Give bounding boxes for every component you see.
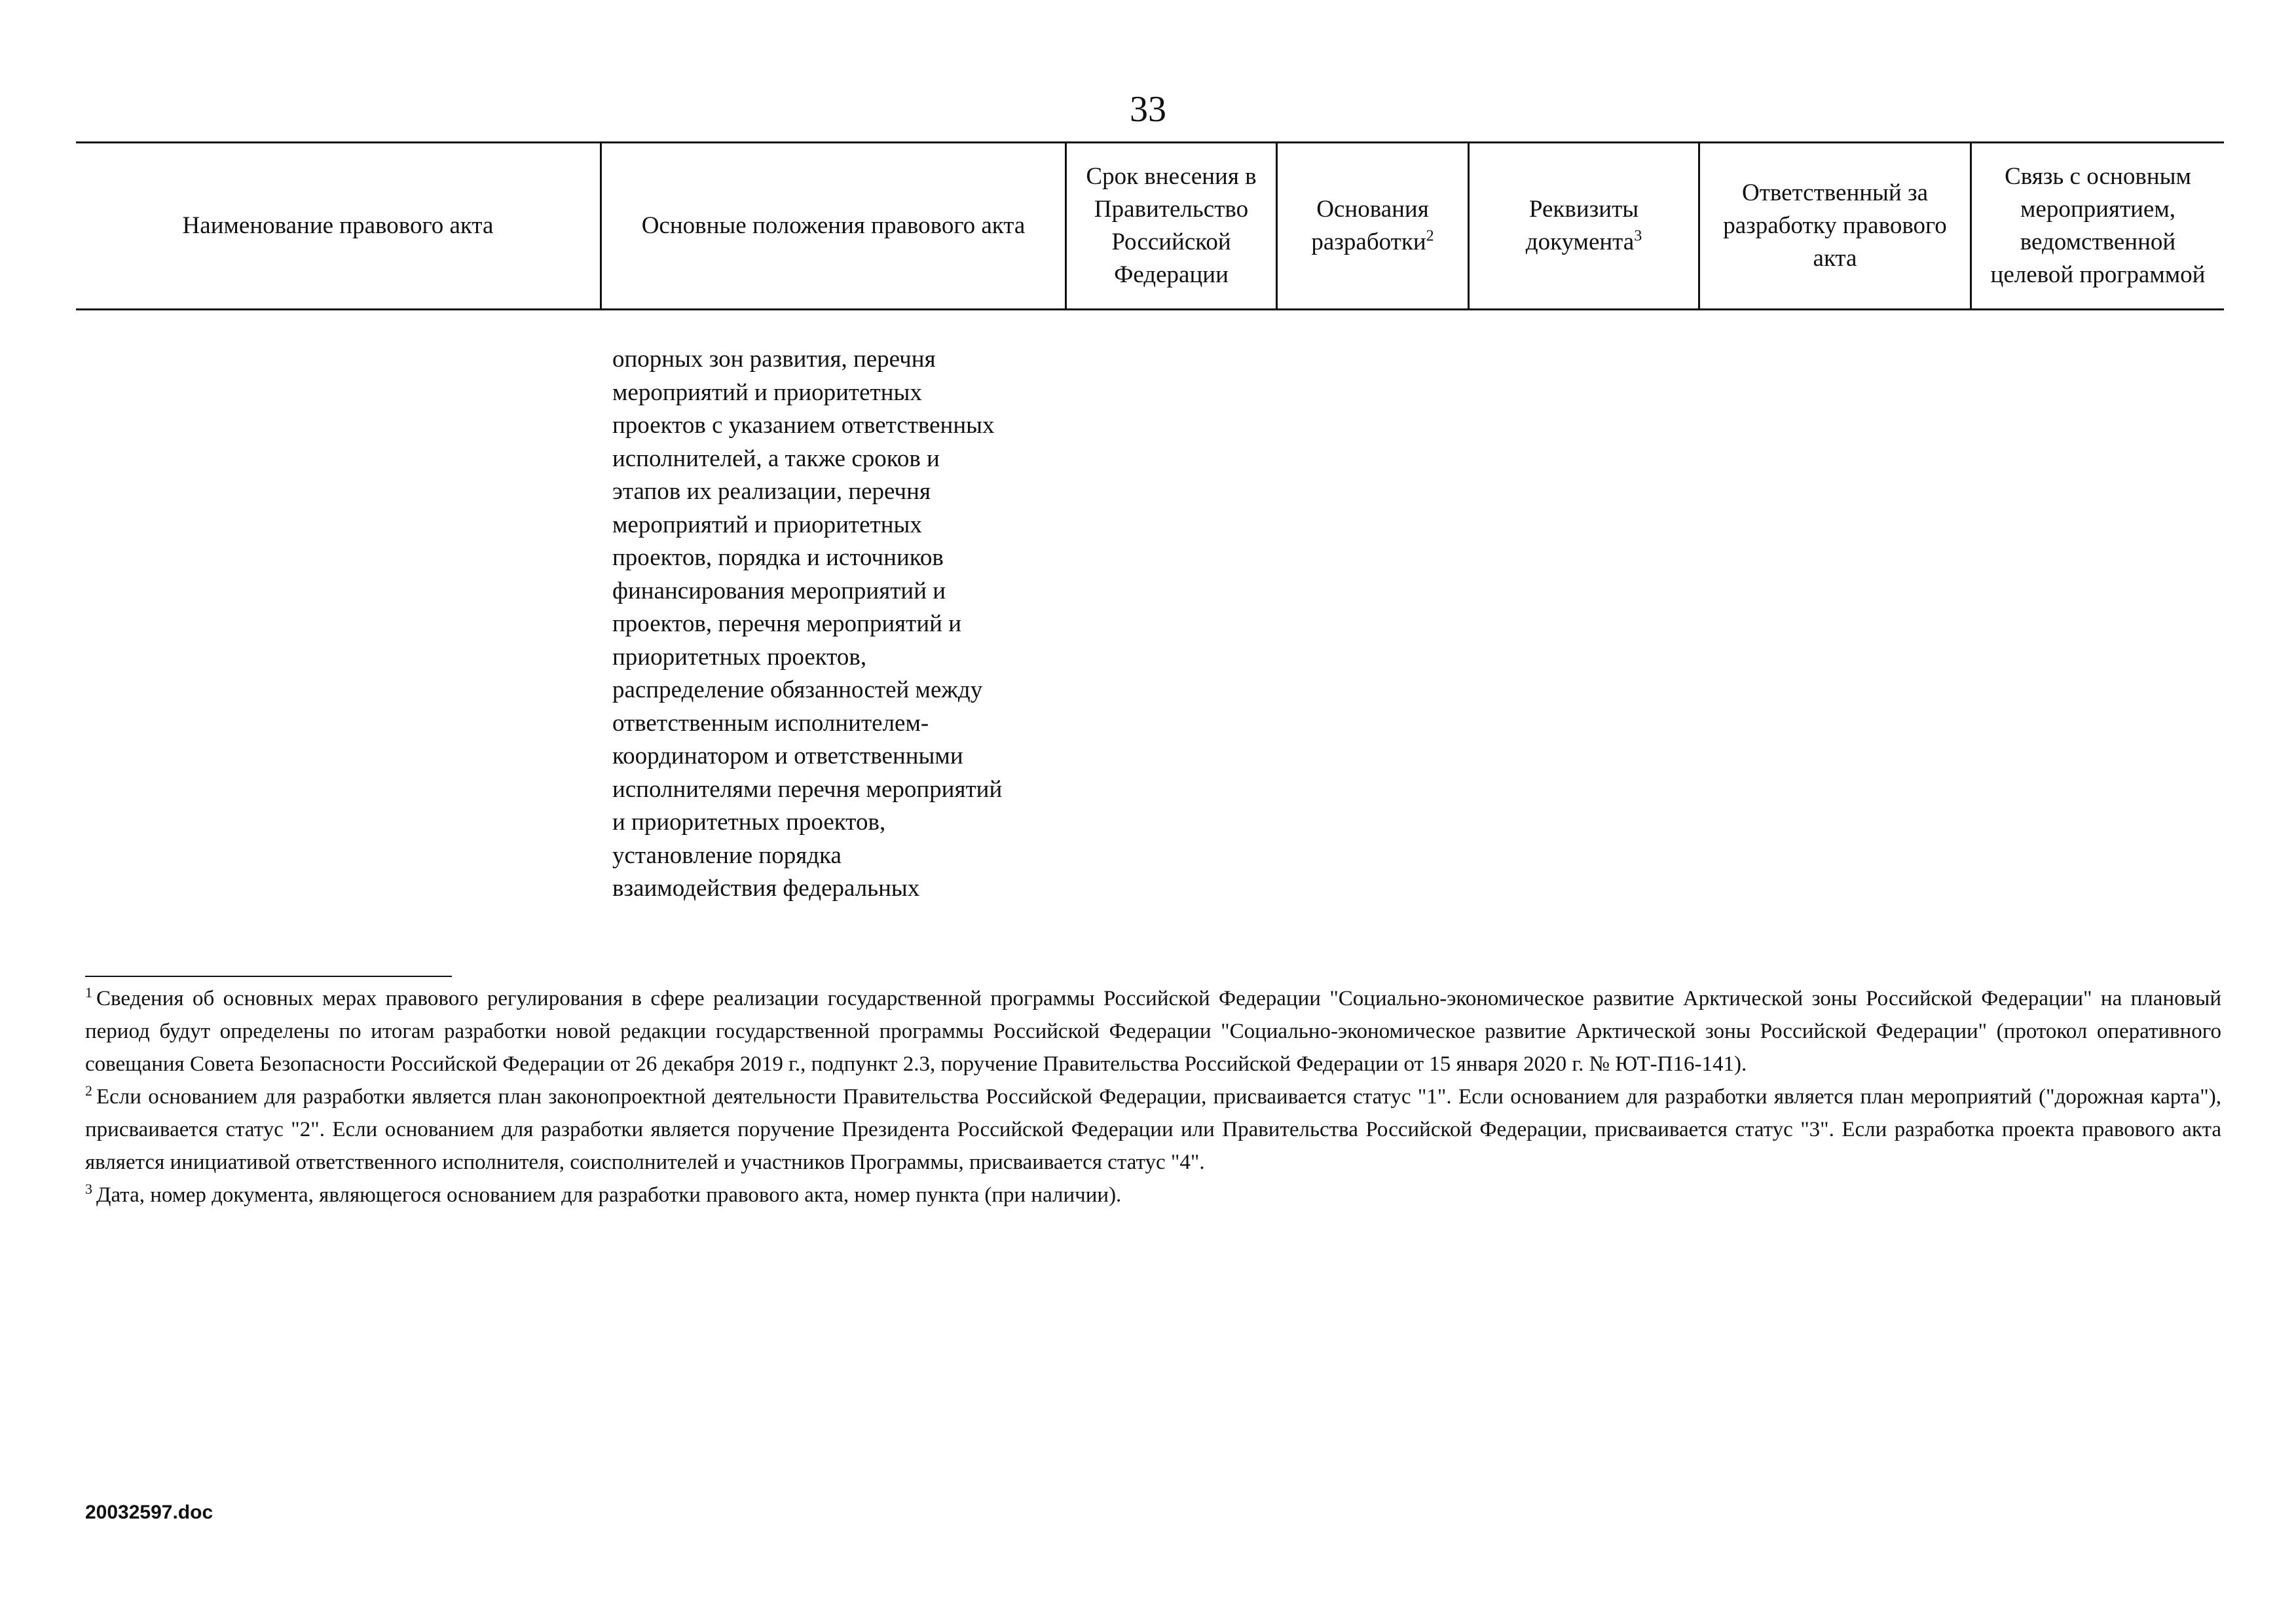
table-header <box>76 141 2224 310</box>
provisions-cell-text: опорных зон развития, перечня мероприятий и приоритетных проектов с указанием ответственных исполнителей, а также сроков и этапов их реализации, перечня мероприятий и приоритетных проектов, порядка и источников финансирования мероприятий и проектов, перечня мероприятий и приоритетных проектов, распределение обязанностей между ответственным исполнителем- координатором и ответственными исполнителями перечня мероприятий и приоритетных проектов, установление порядка взаимодействия федеральных <box>612 346 1003 902</box>
column-header-act-name <box>76 143 600 308</box>
column-header-grounds <box>1276 143 1468 308</box>
footnote-1 <box>85 982 2221 1080</box>
column-header-label-wrap <box>1473 193 1694 259</box>
footnote-marker: 3 <box>85 1181 92 1197</box>
footnote-2 <box>85 1080 2221 1179</box>
column-header-label: Связь с основным мероприятием, ведомственной целевой программой <box>1990 163 2206 288</box>
footnote-marker: 1 <box>85 984 92 1001</box>
column-header-label: Наименование правового акта <box>182 212 494 239</box>
column-header-label: Срок внесения в Правительство Российской Федерации <box>1086 163 1257 288</box>
footnote-text: Сведения об основных мерах правового регулирования в сфере реализации государственной программы Российской Федерации "Социально-экономическое развитие Арктической зоны Российской Федерации" на плановый период будут определены по итогам разработки новой редакции государственной программы Российской Федерации "Социально-экономическое развитие Арктической зоны Российской Федерации" (протокол оперативного совещания Совета Безопасности Российской Федерации от 26 декабря 2019 г., подпункт 2.3, поручение Правительства Российской Федерации от 15 января 2020 г. № ЮТ-П16-141). <box>85 987 2221 1076</box>
footnote-marker: 2 <box>85 1082 92 1099</box>
column-header-document-details <box>1468 143 1698 308</box>
footnote-ref: 3 <box>1634 227 1642 245</box>
column-header-label-wrap <box>1282 193 1464 259</box>
column-header-link <box>1970 143 2224 308</box>
column-header-deadline <box>1065 143 1276 308</box>
document-filename: 20032597.doc <box>85 1502 213 1523</box>
column-header-label: Реквизиты документа <box>1525 196 1639 255</box>
column-header-label: Основные положения правового акта <box>641 212 1026 239</box>
footnote-3 <box>85 1179 2221 1211</box>
column-header-label: Основания разработки <box>1311 196 1429 255</box>
column-header-label: Ответственный за разработку правового акта <box>1723 179 1947 272</box>
column-header-provisions <box>600 143 1065 308</box>
footnote-ref: 2 <box>1426 227 1434 245</box>
page-number: 33 <box>1130 89 1166 130</box>
footnote-text: Дата, номер документа, являющегося основанием для разработки правового акта, номер пункта (при наличии). <box>96 1183 1122 1207</box>
column-header-responsible <box>1698 143 1970 308</box>
footnotes <box>85 982 2221 1211</box>
footnote-text: Если основанием для разработки является план законопроектной деятельности Правительства Российской Федерации, присваивается статус "1". Если основанием для разработки является план мероприятий ("дорожная карта"), присваивается статус "2". Если основанием для разработки является поручение Президента Российской Федерации или Правительства Российской Федерации, присваивается статус "3". Если разработка проекта правового акта является инициативой ответственного исполнителя, соисполнителей и участников Программы, присваивается статус "4". <box>85 1085 2221 1174</box>
footnote-separator <box>85 976 452 977</box>
